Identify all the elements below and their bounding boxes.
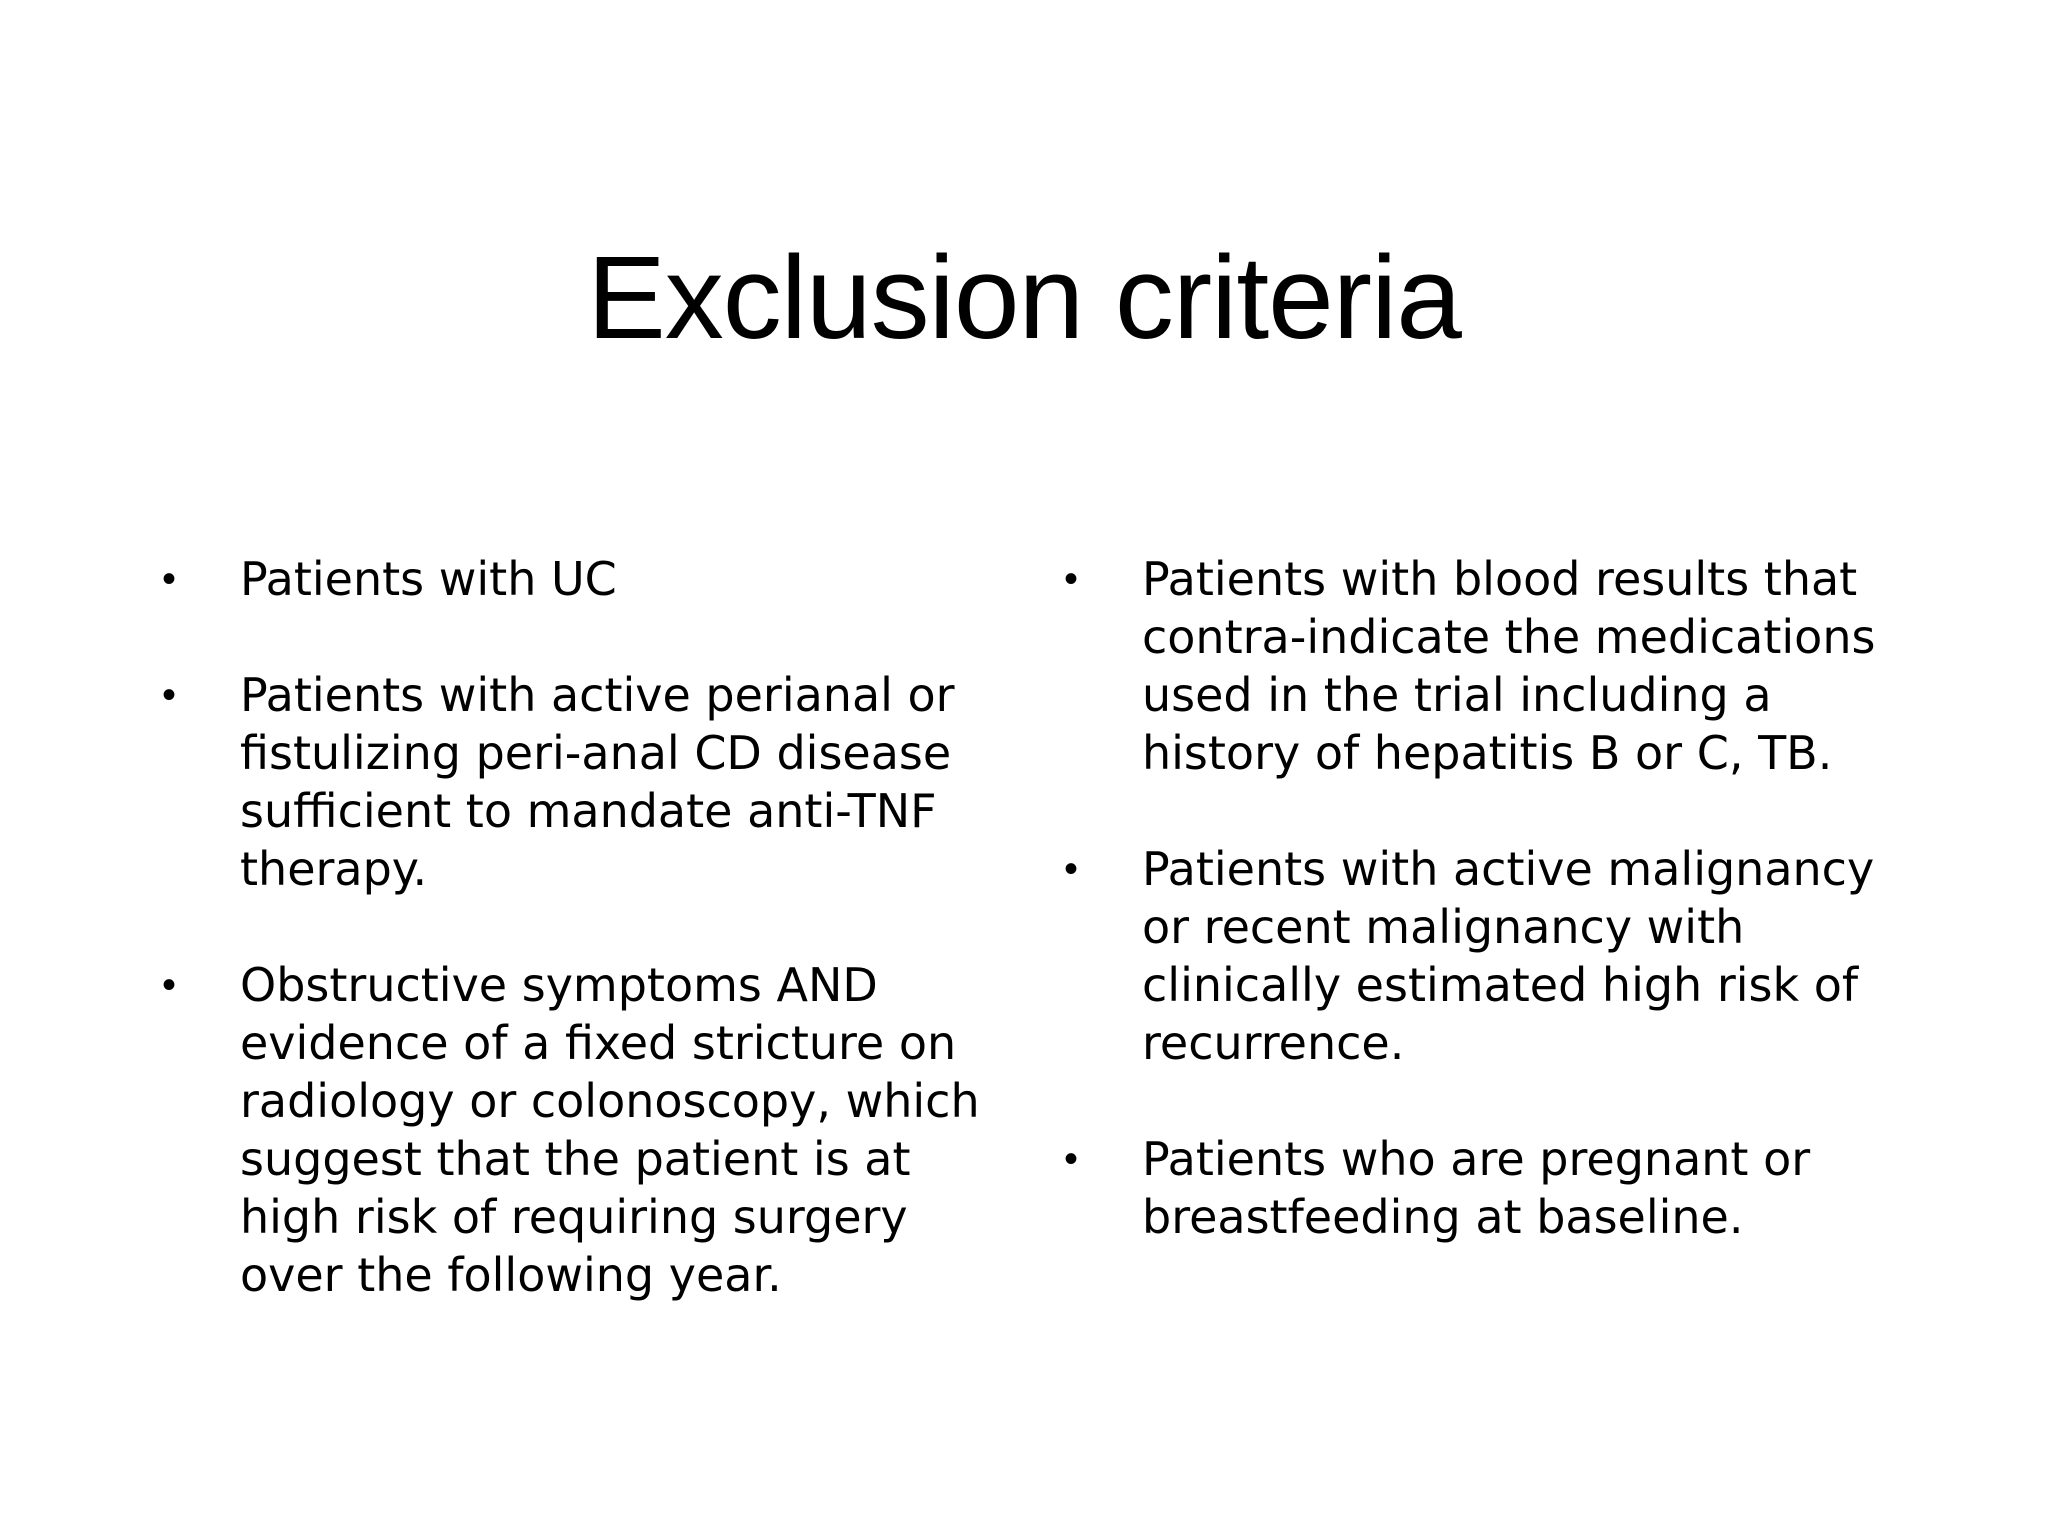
bullet-item [160,666,990,898]
bullet-icon: • [1064,557,1079,601]
bullet-icon: • [162,557,177,601]
bullet-icon: • [162,673,177,717]
bullet-text: Patients who are pregnant or breastfeeding at baseline. [1142,1132,1811,1244]
bullet-item [160,550,990,608]
bullet-text: Patients with blood results that contra-indicate the medications used in the trial including a history of hepatitis B or C, TB. [1142,552,1876,780]
bullet-item [160,956,990,1304]
bullet-icon: • [1064,1137,1079,1181]
slide-title: Exclusion criteria [587,232,1461,364]
right-bullet-list [1062,550,1902,1304]
bullet-item [1062,1130,1902,1246]
bullet-text: Patients with active perianal or fistulizing peri-anal CD disease sufficient to mandate anti-TNF therapy. [240,668,955,896]
bullet-icon: • [162,963,177,1007]
bullet-text: Patients with active malignancy or recent malignancy with clinically estimated high risk of recurrence. [1142,842,1875,1070]
bullet-item [1062,550,1902,782]
bullet-text: Obstructive symptoms AND evidence of a fixed stricture on radiology or colonoscopy, which suggest that the patient is at high risk of requiring surgery over the following year. [240,958,980,1302]
bullet-text: Patients with UC [240,552,617,606]
left-bullet-list [160,550,990,1362]
bullet-icon: • [1064,847,1079,891]
bullet-item [1062,840,1902,1072]
